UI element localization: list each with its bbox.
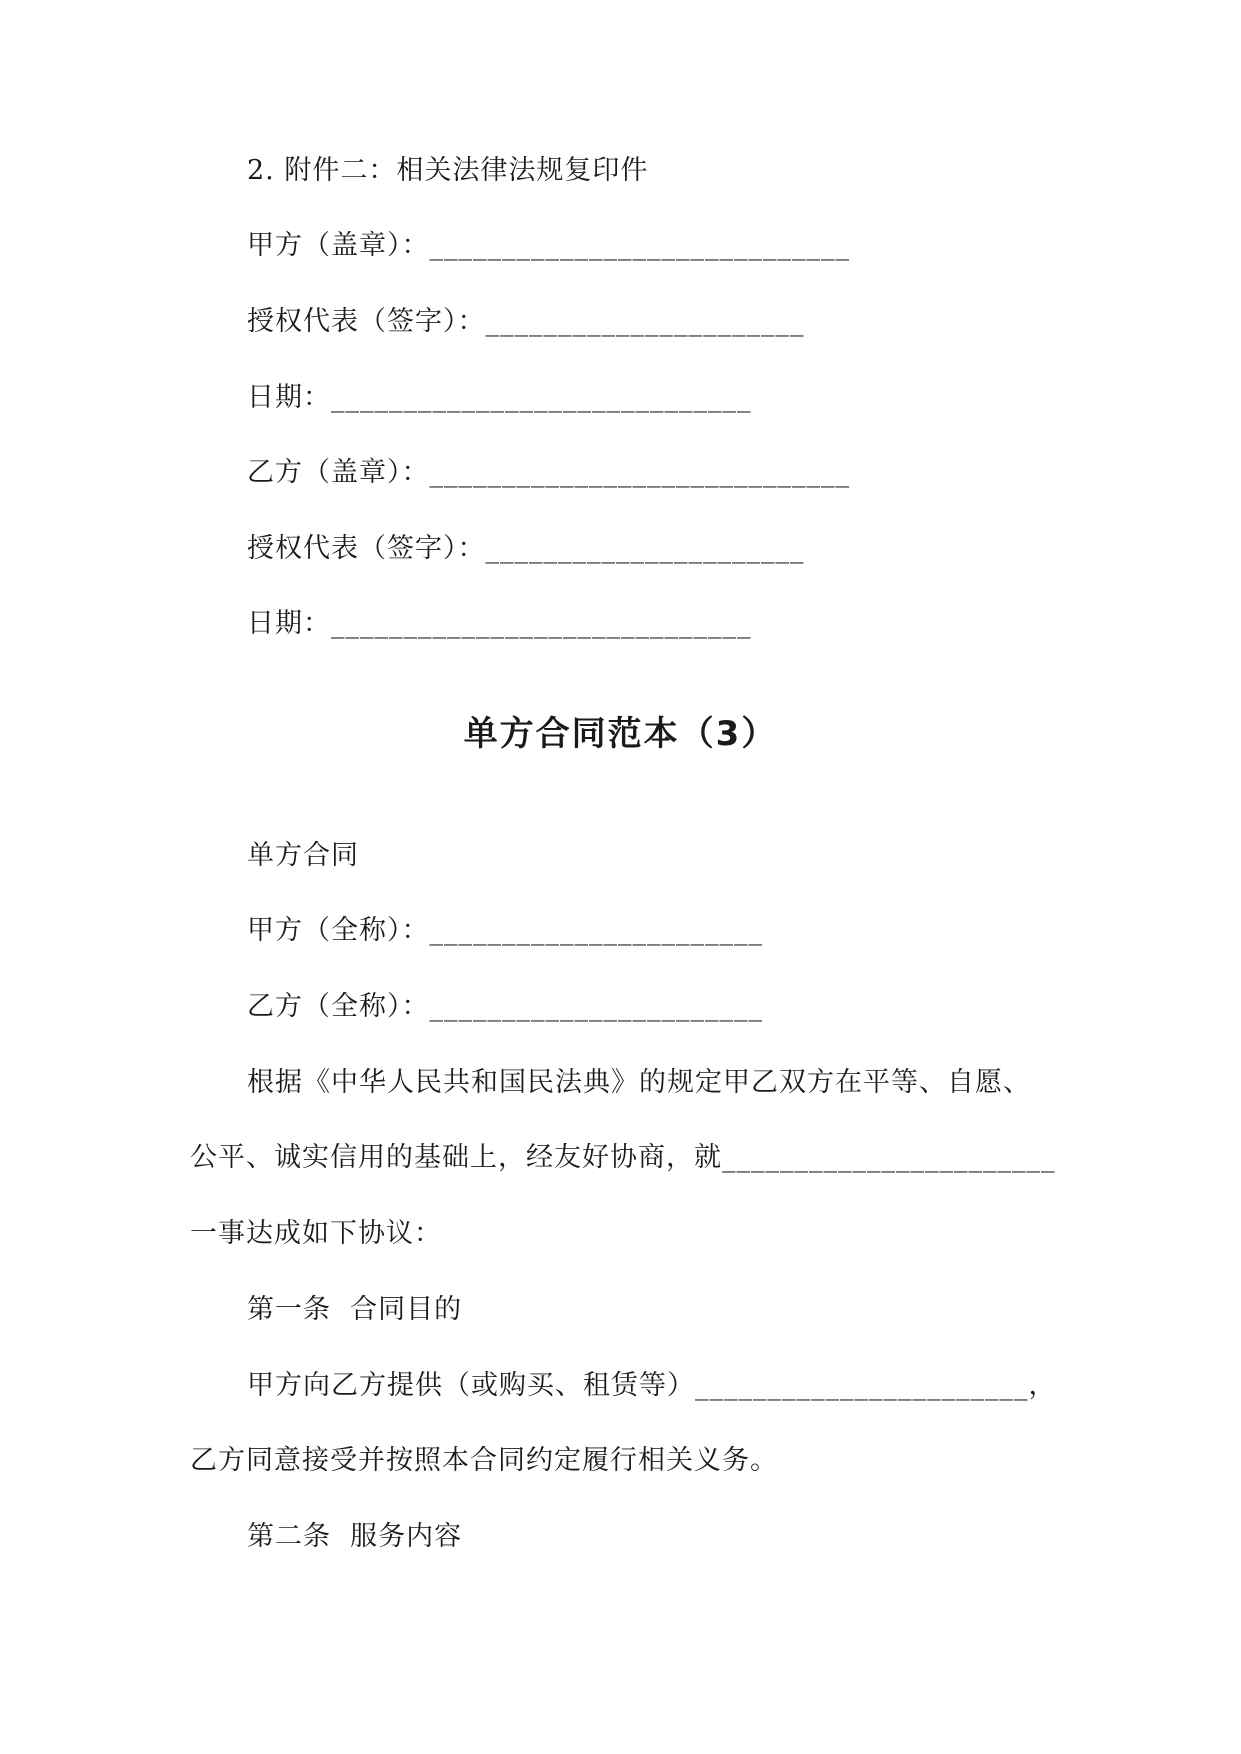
section-title: 单方合同范本（3） xyxy=(463,714,778,754)
party-a-representative-line: 授权代表（签字）：______________________ xyxy=(247,306,805,337)
party-a-seal-line: 甲方（盖章）：_____________________________ xyxy=(247,230,850,261)
party-b-representative-line: 授权代表（签字）：______________________ xyxy=(247,533,805,564)
preamble-line-3: 一事达成如下协议： xyxy=(190,1218,442,1249)
contract-name-line: 单方合同 xyxy=(247,840,359,871)
party-b-date-line: 日期：_____________________________ xyxy=(247,608,752,639)
article-two-heading: 第二条 服务内容 xyxy=(247,1521,463,1552)
party-b-fullname-line: 乙方（全称）：_______________________ xyxy=(247,991,763,1022)
article-one-line-2: 乙方同意接受并按照本合同约定履行相关义务。 xyxy=(190,1445,778,1476)
article-one-heading: 第一条 合同目的 xyxy=(247,1294,463,1325)
preamble-line-2: 公平、诚实信用的基础上，经友好协商，就_______________________ xyxy=(190,1142,1056,1173)
party-a-fullname-line: 甲方（全称）：_______________________ xyxy=(247,915,763,946)
party-a-date-line: 日期：_____________________________ xyxy=(247,382,752,413)
preamble-line-1: 根据《中华人民共和国民法典》的规定甲乙双方在平等、自愿、 xyxy=(247,1067,1031,1098)
article-one-line-1: 甲方向乙方提供（或购买、租赁等）_______________________， xyxy=(247,1370,1057,1401)
attachment-two-line: 2. 附件二：相关法律法规复印件 xyxy=(247,155,649,186)
party-b-seal-line: 乙方（盖章）：_____________________________ xyxy=(247,457,850,488)
